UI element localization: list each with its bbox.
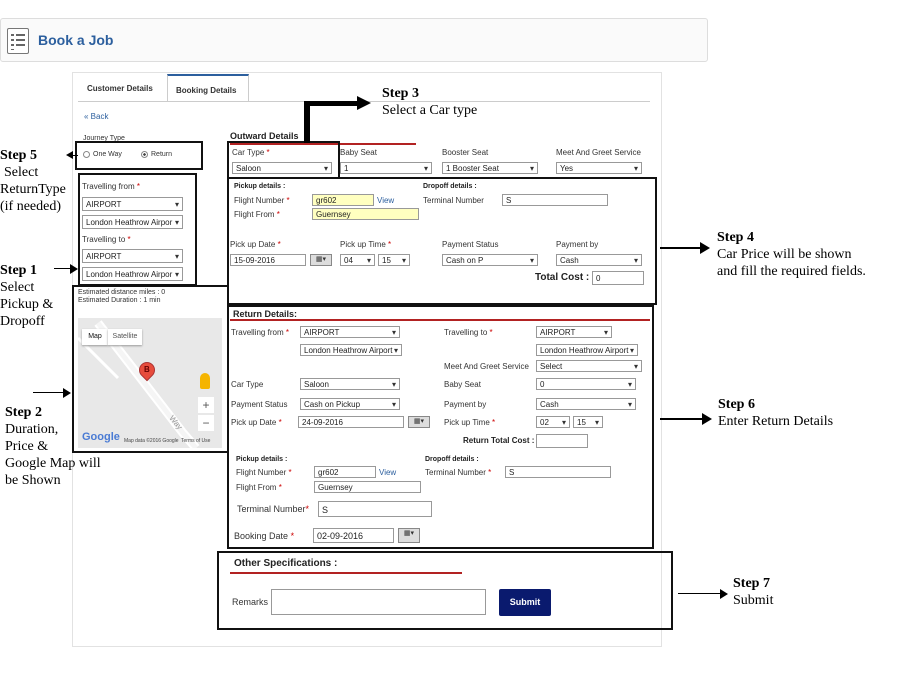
pickup-date-label: Pick up Date * [230,240,281,249]
return-dropoff-heading: Dropoff details : [425,456,479,463]
zoom-in-button[interactable]: + [198,397,214,413]
payment-by-select[interactable]: Cash ▾ [556,254,642,266]
step1-text: Step 1 Select Pickup & Dropoff [0,263,54,329]
step2-arrow [33,392,69,393]
payment-status-select[interactable]: Cash on P ▾ [442,254,538,266]
return-total-label: Return Total Cost : [463,436,535,445]
pickup-details-heading: Pickup details : [234,183,286,190]
return-from-sub-select[interactable]: London Heathrow Airport ▾ [300,344,402,356]
return-car-label: Car Type [231,380,264,389]
return-baby-select[interactable]: 0 ▾ [536,378,636,390]
baby-seat-select[interactable]: 1 ▾ [340,162,432,174]
estimated-duration: Estimated Duration : 1 min [78,297,161,304]
map-road-label: Way [167,413,185,432]
travelling-from-sub-select[interactable]: London Heathrow Airpor ▾ [82,215,183,229]
outward-details-title: Outward Details [230,131,299,141]
booster-seat-select[interactable]: 1 Booster Seat ▾ [442,162,538,174]
return-minute-select[interactable]: 15 ▾ [573,416,603,428]
calendar-icon[interactable]: ▦▾ [310,254,332,266]
return-meet-label: Meet And Greet Service [444,362,529,371]
return-flight-from-label: Flight From * [236,483,282,492]
car-type-select[interactable]: Saloon ▾ [232,162,332,174]
return-flight-from-input[interactable]: Guernsey [314,481,421,493]
step1-box [78,173,197,286]
return-flight-number-input[interactable]: gr602 [314,466,376,478]
pickup-time-label: Pick up Time * [340,240,392,249]
total-cost-input: 0 [592,271,644,285]
pickup-hour-select[interactable]: 04 ▾ [340,254,375,266]
one-way-label: One Way [93,151,122,158]
return-label: Return [151,151,173,158]
step3-text: Step 3 Select a Car type [382,86,478,118]
step3-connector [304,101,310,143]
total-cost-label: Total Cost : [535,272,590,283]
step5-text: Step 5 Select ReturnType (if needed) [0,148,66,214]
meet-greet-label: Meet And Greet Service [556,148,641,157]
return-terminal-label: Terminal Number * [425,468,492,477]
step6-arrow [660,418,710,420]
return-details-title: Return Details: [233,309,298,319]
list-icon [7,28,29,54]
payment-by-label: Payment by [556,240,599,249]
zoom-out-button[interactable]: − [198,415,214,431]
map-tab-satellite[interactable]: Satellite [108,329,142,345]
map-marker-label: B [144,365,150,374]
pickup-date-input[interactable]: 15-09-2016 [230,254,306,266]
flight-number-input[interactable]: gr602 [312,194,374,206]
return-payment-by-label: Payment by [444,400,487,409]
booking-date-input[interactable]: 02-09-2016 [313,528,394,543]
map-data-credit: Map data ©2016 Google [124,438,179,444]
return-from-select[interactable]: AIRPORT ▾ [300,326,400,338]
page-title: Book a Job [38,32,114,48]
travelling-to-select[interactable]: AIRPORT ▾ [82,249,183,263]
return-meet-select[interactable]: Select ▾ [536,360,642,372]
remarks-label: Remarks [232,597,269,607]
return-pickup-heading: Pickup details : [236,456,288,463]
step4-box [227,177,657,305]
estimated-distance: Estimated distance miles : 0 [78,289,166,296]
return-terminal-input[interactable]: S [505,466,611,478]
car-type-label: Car Type * [232,148,270,157]
map-tab-map[interactable]: Map [82,329,108,345]
return-to-sub-select[interactable]: London Heathrow Airport ▾ [536,344,638,356]
return-hour-select[interactable]: 02 ▾ [536,416,570,428]
flight-number-label: Flight Number * [234,196,290,205]
step3-box [227,141,340,179]
step7-box [217,551,673,630]
flight-from-label: Flight From * [234,210,280,219]
travelling-from-label: Travelling from * [82,182,140,191]
step5-box [75,141,203,170]
booking-calendar-icon[interactable]: ▦▾ [398,528,420,543]
tab-customer-details[interactable]: Customer Details [87,84,153,93]
pickup-minute-select[interactable]: 15 ▾ [378,254,410,266]
step4-text: Step 4 Car Price will be shown and fill the required fields. [717,230,866,279]
step7-arrow [678,593,726,594]
back-link[interactable]: « Back [84,112,109,121]
step2-text: Step 2 Duration, Price & Google Map will be Shown [5,405,101,488]
return-date-label: Pick up Date * [231,418,282,427]
return-from-label: Travelling from * [231,328,289,337]
return-terminal2-label: Terminal Number* [237,504,310,514]
booster-seat-label: Booster Seat [442,148,489,157]
step6-box [227,305,654,549]
return-payment-status-select[interactable]: Cash on Pickup ▾ [300,398,400,410]
return-car-select[interactable]: Saloon ▾ [300,378,400,390]
return-payment-by-select[interactable]: Cash ▾ [536,398,636,410]
return-to-select[interactable]: AIRPORT ▾ [536,326,612,338]
step3-arrowhead [357,96,371,110]
journey-type-label: Journey Type [83,135,125,142]
payment-status-label: Payment Status [442,240,499,249]
submit-button[interactable]: Submit [499,589,551,616]
other-specs-title: Other Specifications : [234,558,338,569]
map-terms-link[interactable]: Terms of Use [181,438,211,444]
terminal-number-label: Terminal Number [423,196,484,205]
return-payment-status-label: Payment Status [231,400,288,409]
flight-view-link[interactable]: View [377,196,395,205]
step6-text: Step 6 Enter Return Details [718,397,834,429]
return-to-label: Travelling to * [444,328,493,337]
travelling-to-sub-select[interactable]: London Heathrow Airpor ▾ [82,267,183,281]
flight-from-input[interactable]: Guernsey [312,208,419,220]
return-terminal2-input[interactable]: S [318,501,432,517]
booking-date-label: Booking Date * [234,531,295,541]
baby-seat-label: Baby Seat [340,148,377,157]
terminal-number-input[interactable]: S [502,194,608,206]
return-flight-view-link[interactable]: View [379,468,397,477]
return-date-input[interactable]: 24-09-2016 [298,416,404,428]
dropoff-details-heading: Dropoff details : [423,183,477,190]
step7-text: Step 7 Submit [733,576,774,608]
return-baby-label: Baby Seat [444,380,481,389]
meet-greet-select[interactable]: Yes ▾ [556,162,642,174]
return-calendar-icon[interactable]: ▦▾ [408,416,430,428]
step4-arrow [660,247,708,249]
google-logo: Google [82,431,120,443]
tab-booking-details[interactable]: Booking Details [176,86,237,95]
travelling-to-label: Travelling to * [82,235,131,244]
step3-connector-h [304,101,359,106]
travelling-from-select[interactable]: AIRPORT ▾ [82,197,183,211]
return-time-label: Pick up Time * [444,418,496,427]
return-flight-number-label: Flight Number * [236,468,292,477]
